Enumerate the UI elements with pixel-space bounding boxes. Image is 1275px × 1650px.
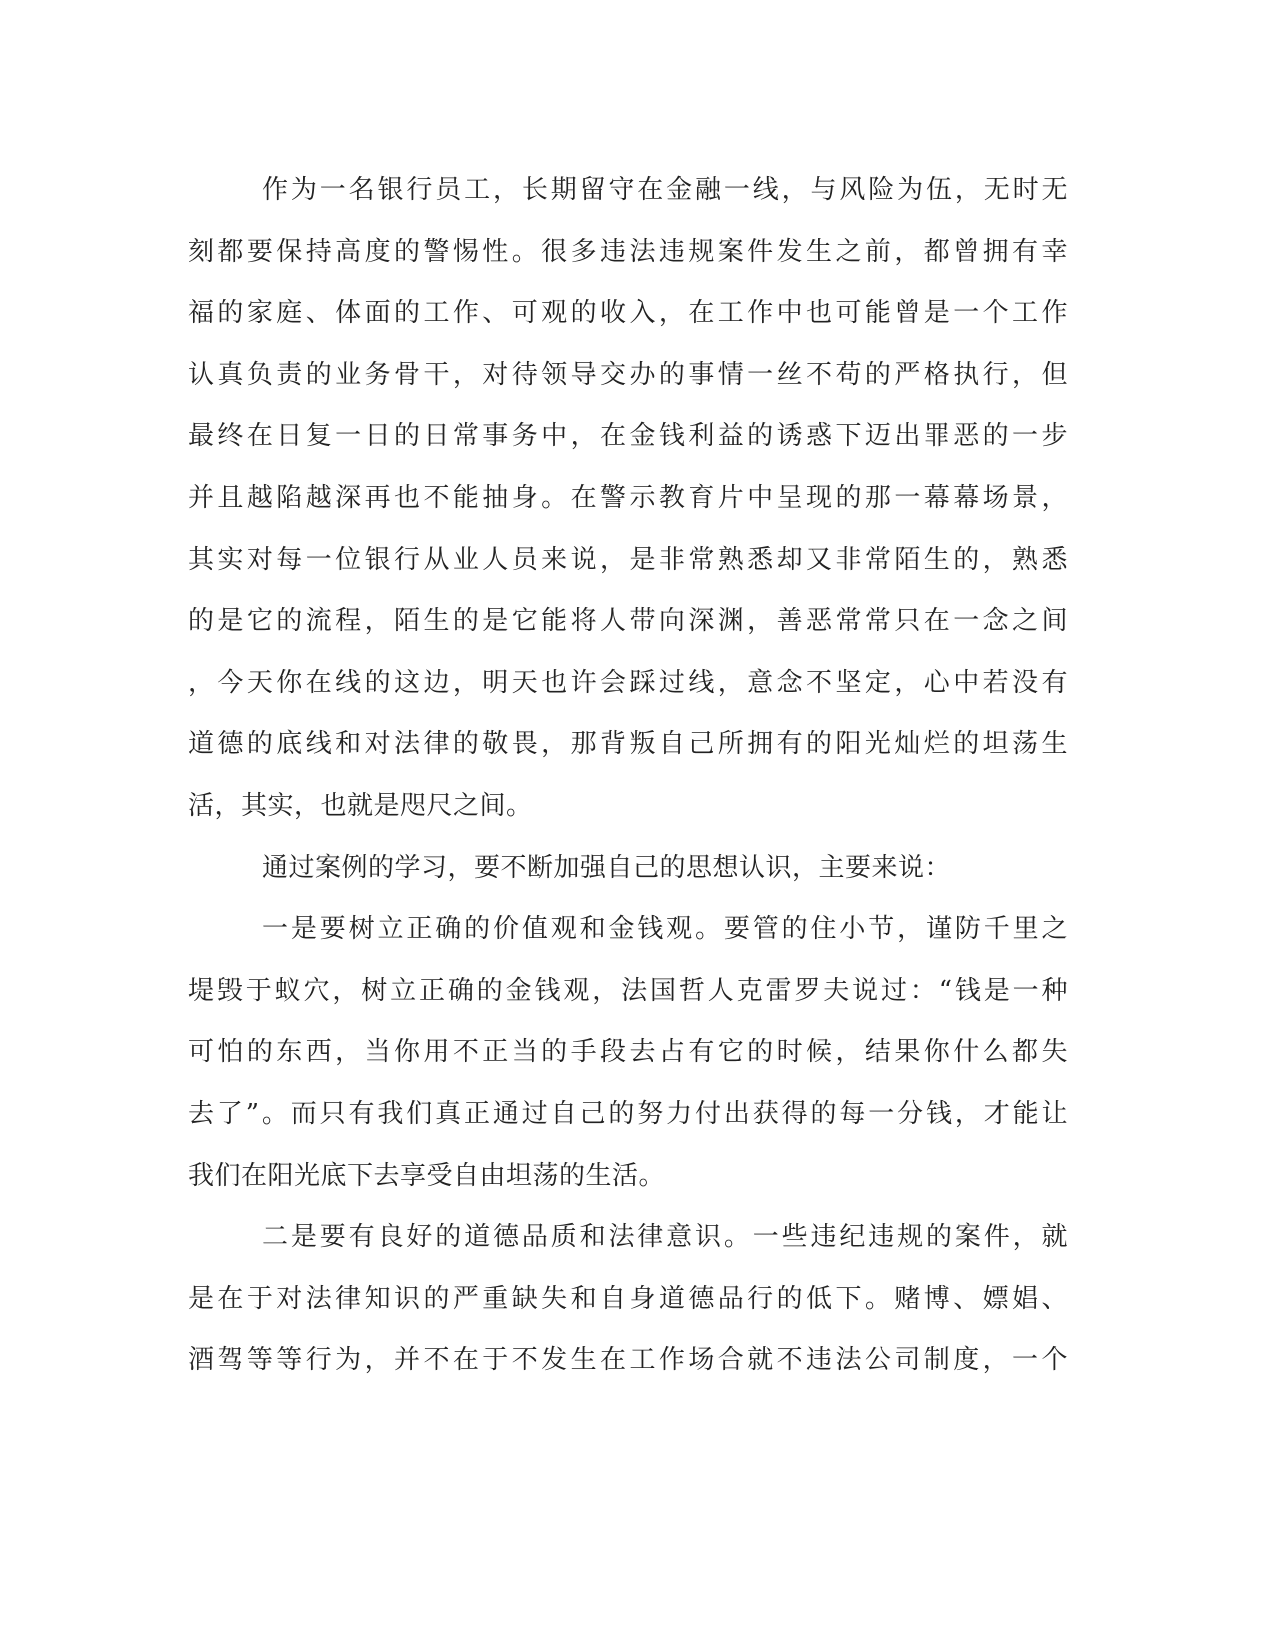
text-line: 其实对每一位银行从业人员来说，是非常熟悉却又非常陌生的，熟悉: [188, 544, 1068, 575]
text-line: ，今天你在线的这边，明天也许会踩过线，意念不坚定，心中若没有: [188, 667, 1068, 698]
text-line: 认真负责的业务骨干，对待领导交办的事情一丝不苟的严格执行，但: [188, 359, 1068, 390]
text-line: 二是要有良好的道德品质和法律意识。一些违纪违规的案件，就: [262, 1222, 1068, 1253]
paragraph-4: [188, 1207, 1068, 1392]
document-body: [188, 160, 1068, 1392]
paragraph-3: [188, 899, 1068, 1207]
text-line: 福的家庭、体面的工作、可观的收入，在工作中也可能曾是一个工作: [188, 298, 1068, 329]
text-line: 是在于对法律知识的严重缺失和自身道德品行的低下。赌博、嫖娼、: [188, 1283, 1068, 1314]
text-line: 可怕的东西，当你用不正当的手段去占有它的时候，结果你什么都失: [188, 1037, 1068, 1068]
paragraph-1: [188, 160, 1068, 838]
text-line: 我们在阳光底下去享受自由坦荡的生活。: [188, 1160, 666, 1191]
text-line: 道德的底线和对法律的敬畏，那背叛自己所拥有的阳光灿烂的坦荡生: [188, 729, 1068, 760]
text-line: 一是要树立正确的价值观和金钱观。要管的住小节，谨防千里之: [262, 914, 1068, 945]
text-line: 并且越陷越深再也不能抽身。在警示教育片中呈现的那一幕幕场景，: [188, 482, 1068, 513]
text-line: 的是它的流程，陌生的是它能将人带向深渊，善恶常常只在一念之间: [188, 606, 1068, 637]
text-line: 最终在日复一日的日常事务中，在金钱利益的诱惑下迈出罪恶的一步: [188, 421, 1068, 452]
text-line: 酒驾等等行为，并不在于不发生在工作场合就不违法公司制度，一个: [188, 1345, 1068, 1376]
paragraph-2: [188, 838, 1068, 900]
text-line: 作为一名银行员工，长期留守在金融一线，与风险为伍，无时无: [262, 175, 1068, 205]
text-line: 活，其实，也就是咫尺之间。: [188, 790, 533, 821]
text-line: 堤毁于蚁穴，树立正确的金钱观，法国哲人克雷罗夫说过：“钱是一种: [188, 975, 1068, 1006]
text-line: 去了”。而只有我们真正通过自己的努力付出获得的每一分钱，才能让: [188, 1098, 1068, 1129]
text-line: 通过案例的学习，要不断加强自己的思想认识，主要来说：: [262, 852, 952, 883]
text-line: 刻都要保持高度的警惕性。很多违法违规案件发生之前，都曾拥有幸: [188, 236, 1068, 267]
